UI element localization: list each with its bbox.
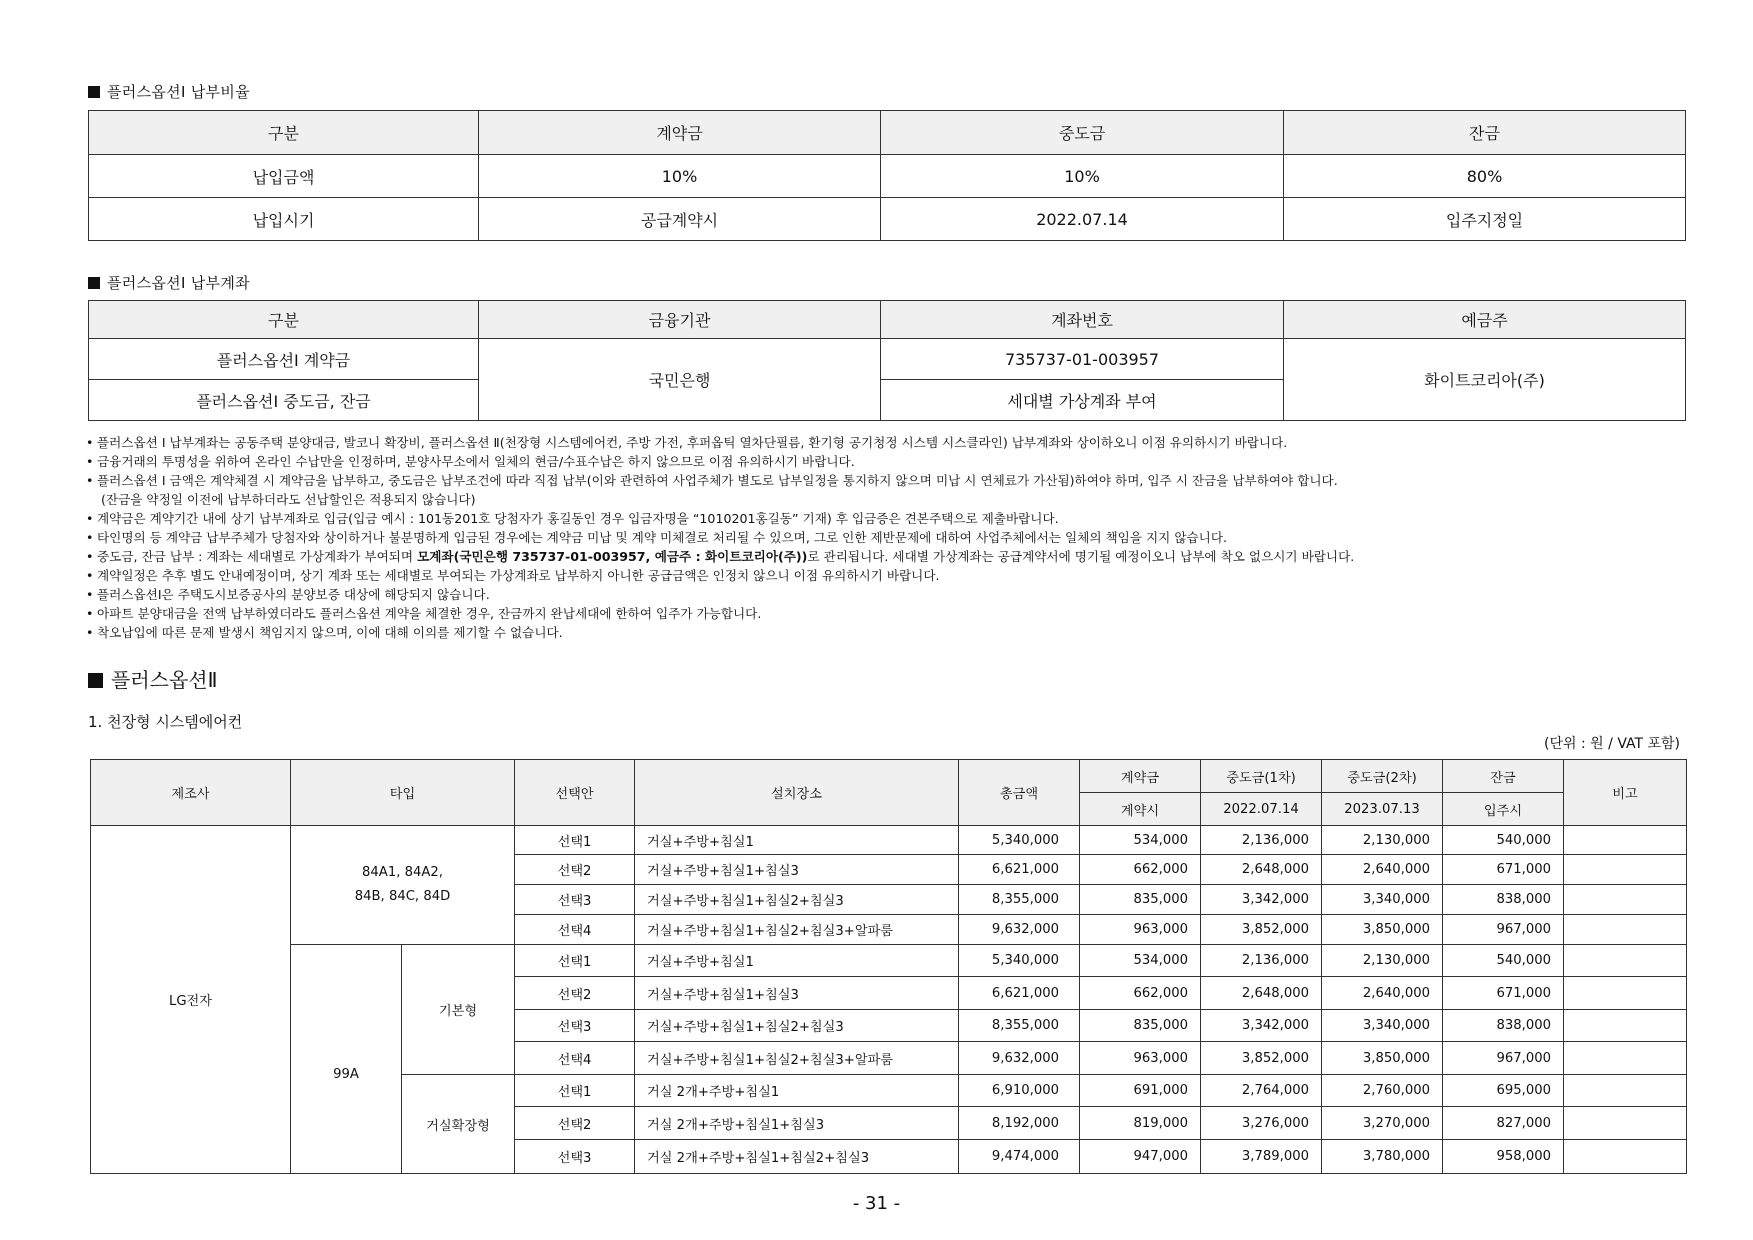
notice-item: • 타인명의 등 계약금 납부주체가 당첨자와 상이하거나 불분명하게 입금된 경우에는 계약금 미납 및 계약 미체결로 처리될 수 있으며, 그로 인한 제반문제에 대하여 사업주체에서는 일체의 책임을 지지 않습니다. xyxy=(86,530,1227,545)
option-cell: 선택4 xyxy=(515,1042,635,1075)
mid2-cell: 3,780,000 xyxy=(1322,1140,1443,1174)
note-cell xyxy=(1564,1140,1687,1174)
table-cell: 2022.07.14 xyxy=(881,198,1284,241)
account-holder-cell: 화이트코리아(주) xyxy=(1284,339,1686,421)
table-header-row xyxy=(91,760,1687,793)
header-cell: 구분 xyxy=(89,111,479,155)
mid1-cell: 2,764,000 xyxy=(1201,1075,1322,1107)
total-cell: 6,621,000 xyxy=(959,855,1080,885)
table-row xyxy=(89,198,1686,241)
mid2-cell: 2,130,000 xyxy=(1322,826,1443,855)
virtual-account-cell: 세대별 가상계좌 부여 xyxy=(881,380,1284,421)
header-cell: 예금주 xyxy=(1284,301,1686,339)
mid2-cell: 2,130,000 xyxy=(1322,945,1443,977)
balance-cell: 540,000 xyxy=(1443,826,1564,855)
table-header-row xyxy=(89,111,1686,155)
header-deposit-when: 계약시 xyxy=(1080,793,1201,826)
table-cell: 10% xyxy=(881,155,1284,198)
place-cell: 거실+주방+침실1 xyxy=(635,945,959,977)
table-cell: 납입시기 xyxy=(89,198,479,241)
section-title-payment-ratio: 플러스옵션Ⅰ 납부비율 xyxy=(88,81,250,102)
account-number-cell: 735737-01-003957 xyxy=(881,339,1284,380)
note-cell xyxy=(1564,915,1687,945)
header-balance-when: 입주시 xyxy=(1443,793,1564,826)
balance-cell: 540,000 xyxy=(1443,945,1564,977)
mid1-cell: 2,648,000 xyxy=(1201,855,1322,885)
table-header-row xyxy=(89,301,1686,339)
mid1-cell: 2,136,000 xyxy=(1201,826,1322,855)
section-title-payment-account: 플러스옵션Ⅰ 납부계좌 xyxy=(88,272,250,293)
total-cell: 6,910,000 xyxy=(959,1075,1080,1107)
place-cell: 거실+주방+침실1+침실3 xyxy=(635,855,959,885)
place-cell: 거실+주방+침실1+침실2+침실3+알파룸 xyxy=(635,1042,959,1075)
table-row xyxy=(89,339,1686,380)
header-cell: 잔금 xyxy=(1284,111,1686,155)
deposit-cell: 835,000 xyxy=(1080,885,1201,915)
option-cell: 선택1 xyxy=(515,826,635,855)
payment-account-table xyxy=(88,300,1686,421)
mid2-cell: 3,340,000 xyxy=(1322,885,1443,915)
total-cell: 5,340,000 xyxy=(959,826,1080,855)
square-bullet-icon xyxy=(88,673,103,688)
option-cell: 선택1 xyxy=(515,1075,635,1107)
payment-ratio-table xyxy=(88,110,1686,241)
header-mid1: 중도금(1차) xyxy=(1201,760,1322,793)
deposit-cell: 963,000 xyxy=(1080,1042,1201,1075)
header-deposit: 계약금 xyxy=(1080,760,1201,793)
balance-cell: 695,000 xyxy=(1443,1075,1564,1107)
header-mid2: 중도금(2차) xyxy=(1322,760,1443,793)
notice-item: • 중도금, 잔금 납부 : 계좌는 세대별로 가상계좌가 부여되며 모계좌(국민은행 735737-01-003957, 예금주 : 화이트코리아(주))로 관리됩니다. 세대별 가상계좌는 공급계약서에 명기될 예정이오니 납부에 착오 없으시기 바랍니다. xyxy=(86,549,1355,564)
table-row xyxy=(89,155,1686,198)
place-cell: 거실 2개+주방+침실1 xyxy=(635,1075,959,1107)
notice-item: • 플러스옵션 Ⅰ 납부계좌는 공동주택 분양대금, 발코니 확장비, 플러스옵션 Ⅱ(천장형 시스템에어컨, 주방 가전, 후퍼옵틱 열차단필름, 환기형 공기청정 시스템 시스클라인) 납부계좌와 상이하오니 이점 유의하시기 바랍니다. xyxy=(86,435,1288,450)
place-cell: 거실 2개+주방+침실1+침실3 xyxy=(635,1107,959,1140)
option-cell: 선택1 xyxy=(515,945,635,977)
option-cell: 선택2 xyxy=(515,1107,635,1140)
deposit-cell: 963,000 xyxy=(1080,915,1201,945)
total-cell: 8,192,000 xyxy=(959,1107,1080,1140)
balance-cell: 967,000 xyxy=(1443,1042,1564,1075)
total-cell: 6,621,000 xyxy=(959,977,1080,1010)
notice-item: • 계약금은 계약기간 내에 상기 납부계좌로 입금(입금 예시 : 101동201호 당첨자가 홍길동인 경우 입금자명을 “1010201홍길동” 기재) 후 입금증은 견본주택으로 제출바랍니다. xyxy=(86,511,1059,526)
mid1-cell: 3,342,000 xyxy=(1201,1010,1322,1042)
notice-item: • 착오납입에 따른 문제 발생시 책임지지 않으며, 이에 대해 이의를 제기할 수 없습니다. xyxy=(86,625,563,640)
total-cell: 8,355,000 xyxy=(959,1010,1080,1042)
place-cell: 거실 2개+주방+침실1+침실2+침실3 xyxy=(635,1140,959,1174)
total-cell: 9,632,000 xyxy=(959,1042,1080,1075)
option-cell: 선택4 xyxy=(515,915,635,945)
option-cell: 선택3 xyxy=(515,1010,635,1042)
header-balance: 잔금 xyxy=(1443,760,1564,793)
table-cell: 80% xyxy=(1284,155,1686,198)
total-cell: 8,355,000 xyxy=(959,885,1080,915)
place-cell: 거실+주방+침실1+침실2+침실3 xyxy=(635,885,959,915)
table-cell: 10% xyxy=(479,155,881,198)
header-total: 총금액 xyxy=(959,760,1080,826)
deposit-cell: 691,000 xyxy=(1080,1075,1201,1107)
section-title-plus-option-2: 플러스옵션Ⅱ xyxy=(88,664,217,693)
page-number: - 31 - xyxy=(852,1193,901,1214)
header-place: 설치장소 xyxy=(635,760,959,826)
note-cell xyxy=(1564,1042,1687,1075)
place-cell: 거실+주방+침실1+침실2+침실3 xyxy=(635,1010,959,1042)
total-cell: 9,632,000 xyxy=(959,915,1080,945)
balance-cell: 671,000 xyxy=(1443,977,1564,1010)
mid2-cell: 2,760,000 xyxy=(1322,1075,1443,1107)
type-cell: 99A xyxy=(291,945,402,1174)
notice-item: • 플러스옵션 Ⅰ 금액은 계약체결 시 계약금을 납부하고, 중도금은 납부조건에 따라 직접 납부(이와 관련하여 사업주체가 별도로 납부일정을 통지하지 않으며 미납 시 연체료가 가산됨)하여야 하며, 입주 시 잔금을 납부하여야 합니다. xyxy=(86,473,1338,488)
subsection-title-aircon: 1. 천장형 시스템에어컨 xyxy=(88,713,243,731)
deposit-cell: 662,000 xyxy=(1080,855,1201,885)
place-cell: 거실+주방+침실1 xyxy=(635,826,959,855)
aircon-price-table xyxy=(90,759,1687,1174)
deposit-cell: 947,000 xyxy=(1080,1140,1201,1174)
note-cell xyxy=(1564,1075,1687,1107)
total-cell: 9,474,000 xyxy=(959,1140,1080,1174)
balance-cell: 958,000 xyxy=(1443,1140,1564,1174)
header-cell: 금융기관 xyxy=(479,301,881,339)
balance-cell: 827,000 xyxy=(1443,1107,1564,1140)
deposit-cell: 835,000 xyxy=(1080,1010,1201,1042)
note-cell xyxy=(1564,945,1687,977)
header-cell: 계좌번호 xyxy=(881,301,1284,339)
total-cell: 5,340,000 xyxy=(959,945,1080,977)
header-mid2-when: 2023.07.13 xyxy=(1322,793,1443,826)
notice-item: • 플러스옵션Ⅰ은 주택도시보증공사의 분양보증 대상에 해당되지 않습니다. xyxy=(86,587,490,602)
option-cell: 선택3 xyxy=(515,885,635,915)
notice-item: • 금융거래의 투명성을 위하여 온라인 수납만을 인정하며, 분양사무소에서 일체의 현금/수표수납은 하지 않으므로 이점 유의하시기 바랍니다. xyxy=(86,454,855,469)
header-note: 비고 xyxy=(1564,760,1687,826)
deposit-cell: 534,000 xyxy=(1080,945,1201,977)
subtype-cell: 거실확장형 xyxy=(402,1075,515,1174)
mid2-cell: 3,270,000 xyxy=(1322,1107,1443,1140)
option-cell: 선택2 xyxy=(515,855,635,885)
subtype-cell: 기본형 xyxy=(402,945,515,1075)
header-cell: 구분 xyxy=(89,301,479,339)
mid2-cell: 3,850,000 xyxy=(1322,915,1443,945)
note-cell xyxy=(1564,977,1687,1010)
balance-cell: 838,000 xyxy=(1443,885,1564,915)
note-cell xyxy=(1564,826,1687,855)
header-cell: 계약금 xyxy=(479,111,881,155)
table-row xyxy=(91,826,1687,855)
mid1-cell: 3,852,000 xyxy=(1201,915,1322,945)
table-cell: 공급계약시 xyxy=(479,198,881,241)
mid2-cell: 3,340,000 xyxy=(1322,1010,1443,1042)
deposit-cell: 534,000 xyxy=(1080,826,1201,855)
mid2-cell: 3,850,000 xyxy=(1322,1042,1443,1075)
type-cell: 84A1, 84A2, 84B, 84C, 84D xyxy=(291,826,515,945)
place-cell: 거실+주방+침실1+침실3 xyxy=(635,977,959,1010)
notice-item-continuation: (잔금을 약정일 이전에 납부하더라도 선납할인은 적용되지 않습니다) xyxy=(101,492,476,507)
notice-item: • 아파트 분양대금을 전액 납부하였더라도 플러스옵션 계약을 체결한 경우, 잔금까지 완납세대에 한하여 입주가 가능합니다. xyxy=(86,606,762,621)
header-cell: 중도금 xyxy=(881,111,1284,155)
notice-list xyxy=(86,433,1706,642)
mid1-cell: 2,648,000 xyxy=(1201,977,1322,1010)
square-bullet-icon xyxy=(88,86,100,98)
table-cell: 플러스옵션Ⅰ 중도금, 잔금 xyxy=(89,380,479,421)
bank-cell: 국민은행 xyxy=(479,339,881,421)
header-mid1-when: 2022.07.14 xyxy=(1201,793,1322,826)
balance-cell: 838,000 xyxy=(1443,1010,1564,1042)
square-bullet-icon xyxy=(88,277,100,289)
mid2-cell: 2,640,000 xyxy=(1322,977,1443,1010)
note-cell xyxy=(1564,855,1687,885)
note-cell xyxy=(1564,1107,1687,1140)
table-cell: 입주지정일 xyxy=(1284,198,1686,241)
deposit-cell: 819,000 xyxy=(1080,1107,1201,1140)
place-cell: 거실+주방+침실1+침실2+침실3+알파룸 xyxy=(635,915,959,945)
mid1-cell: 3,852,000 xyxy=(1201,1042,1322,1075)
note-cell xyxy=(1564,885,1687,915)
deposit-cell: 662,000 xyxy=(1080,977,1201,1010)
mid1-cell: 3,276,000 xyxy=(1201,1107,1322,1140)
header-option: 선택안 xyxy=(515,760,635,826)
unit-note: (단위 : 원 / VAT 포함) xyxy=(1544,736,1680,752)
notice-item: • 계약일정은 추후 별도 안내예정이며, 상기 계좌 또는 세대별로 부여되는 가상계좌로 납부하지 아니한 공급금액은 인정치 않으니 이점 유의하시기 바랍니다. xyxy=(86,568,940,583)
table-cell: 납입금액 xyxy=(89,155,479,198)
header-type: 타입 xyxy=(291,760,515,826)
mid1-cell: 3,342,000 xyxy=(1201,885,1322,915)
mid2-cell: 2,640,000 xyxy=(1322,855,1443,885)
table-cell: 플러스옵션Ⅰ 계약금 xyxy=(89,339,479,380)
balance-cell: 671,000 xyxy=(1443,855,1564,885)
maker-cell: LG전자 xyxy=(91,826,291,1174)
header-maker: 제조사 xyxy=(91,760,291,826)
mid1-cell: 2,136,000 xyxy=(1201,945,1322,977)
option-cell: 선택3 xyxy=(515,1140,635,1174)
note-cell xyxy=(1564,1010,1687,1042)
balance-cell: 967,000 xyxy=(1443,915,1564,945)
table-row xyxy=(91,945,1687,977)
option-cell: 선택2 xyxy=(515,977,635,1010)
mid1-cell: 3,789,000 xyxy=(1201,1140,1322,1174)
